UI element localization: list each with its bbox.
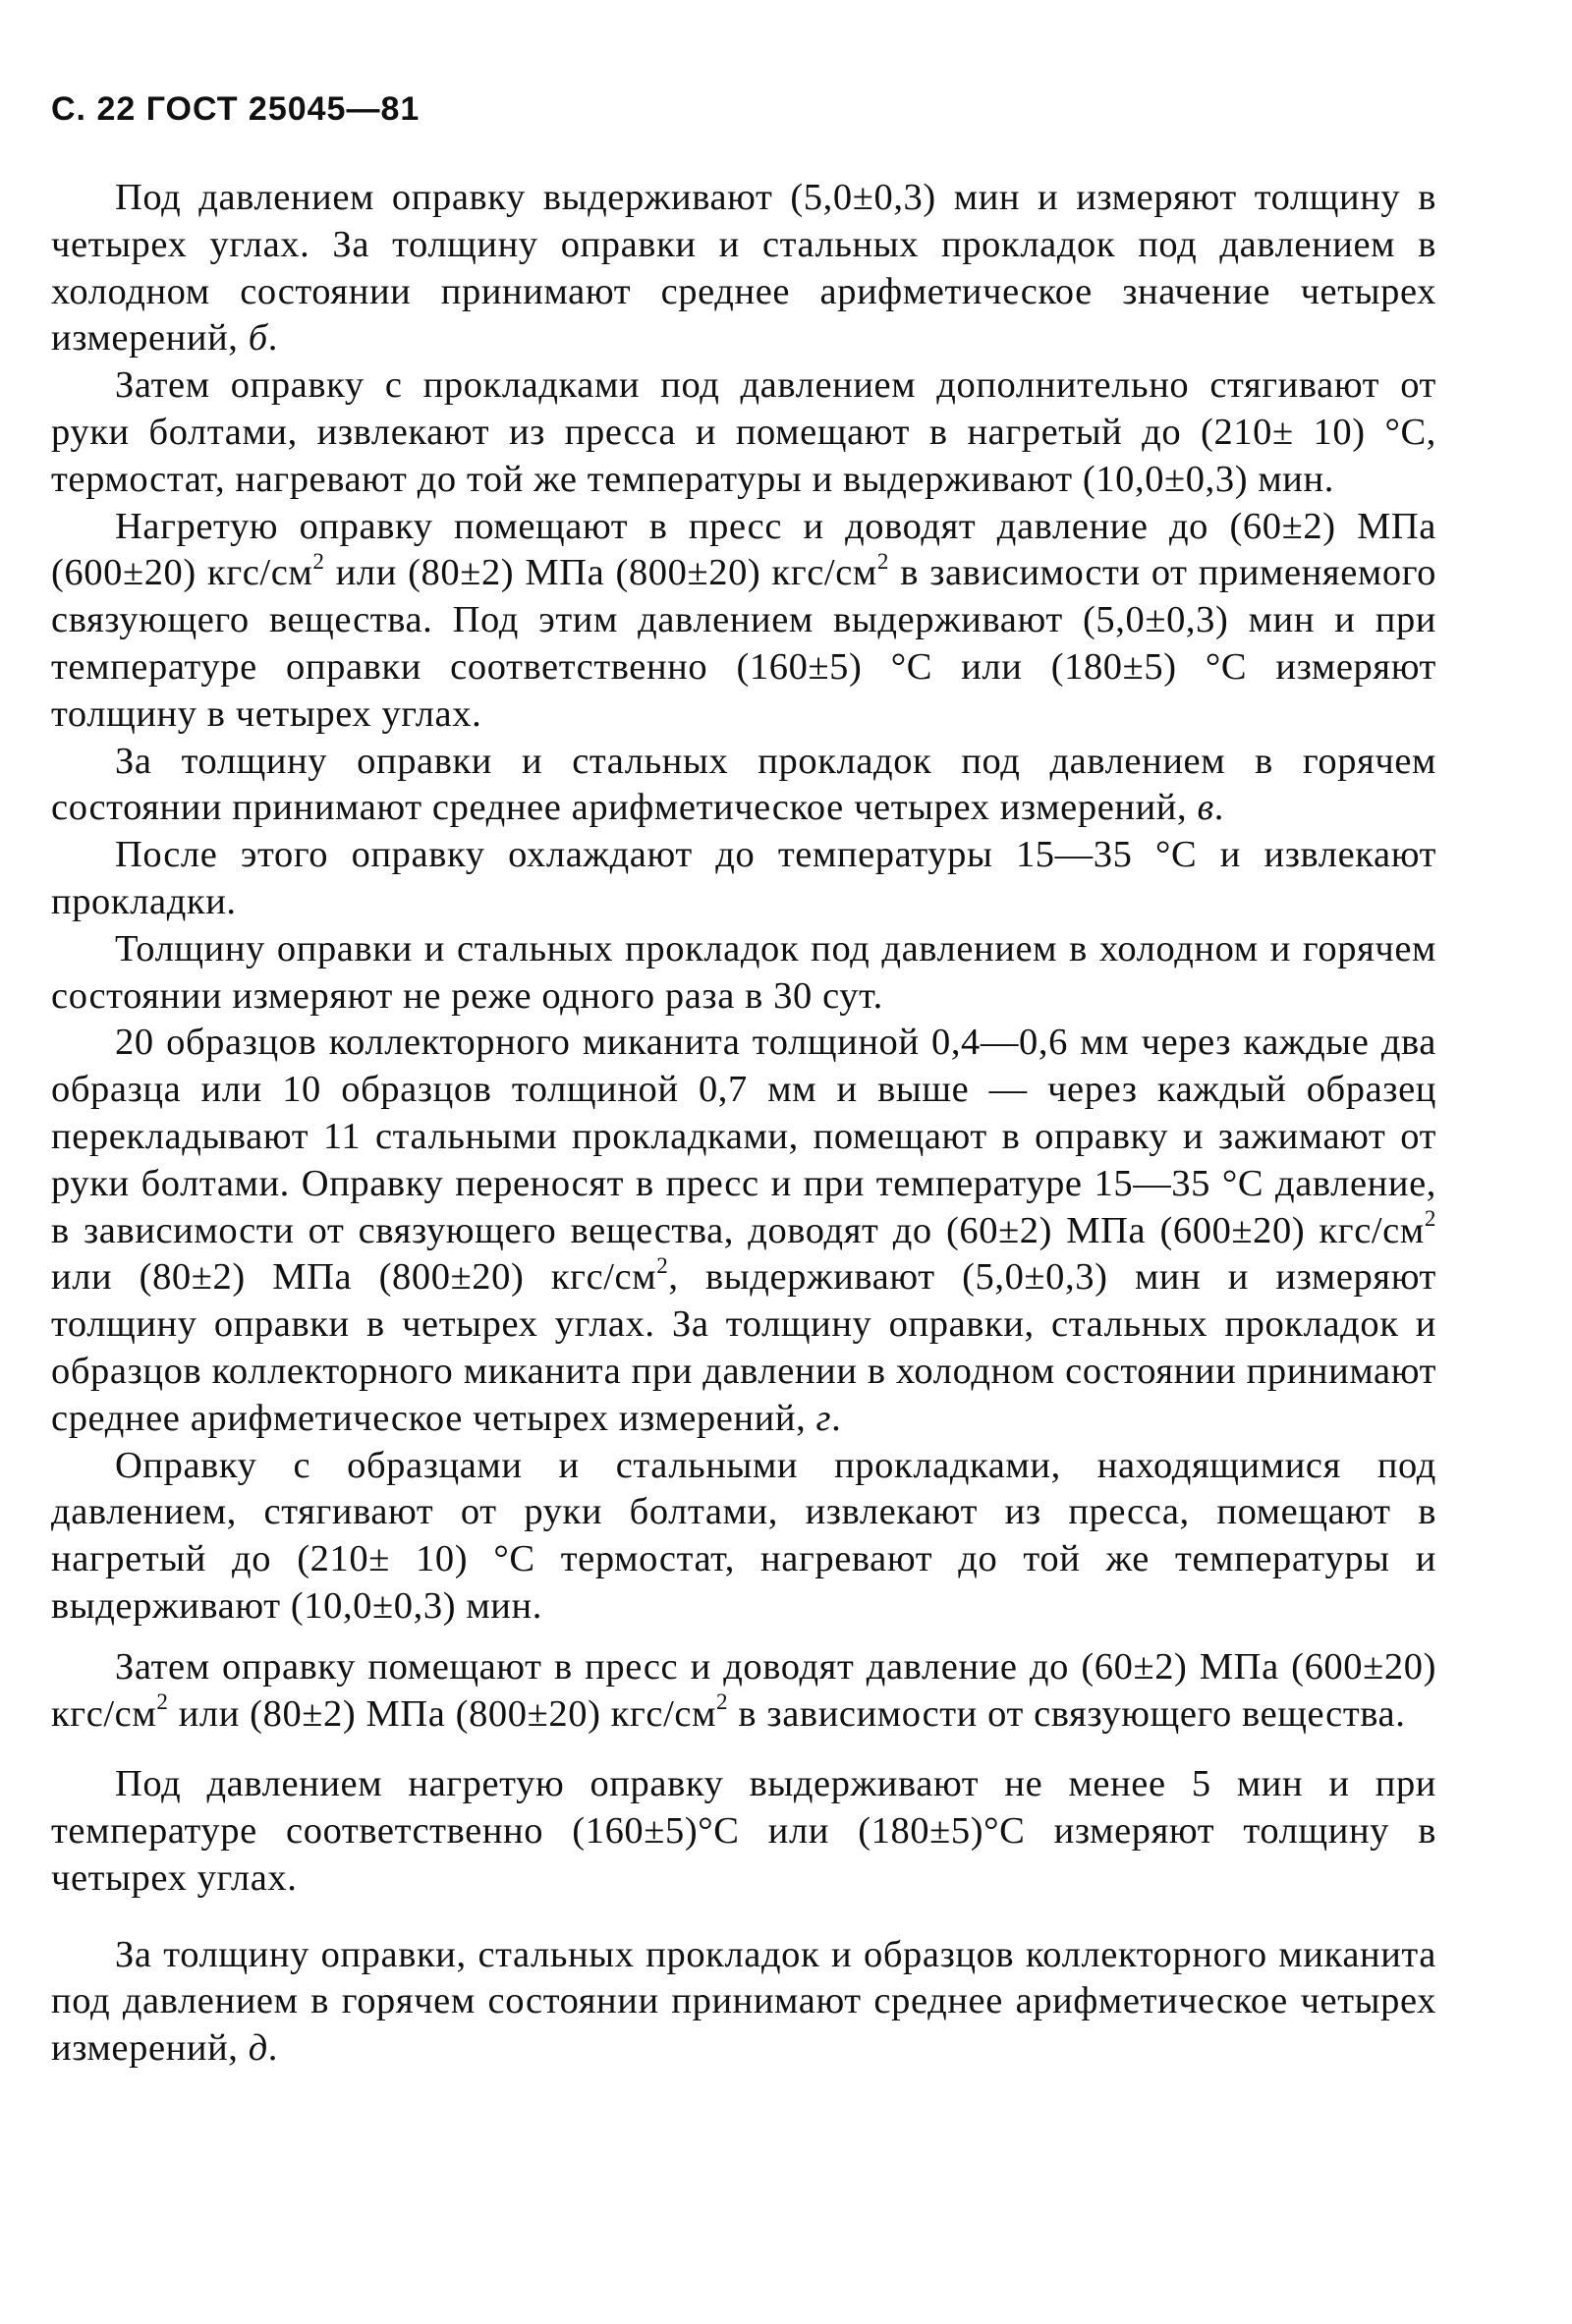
text-run: Затем оправку помещают в пресс и доводят давление до (60±2) МПа (600±20) кгс/см [51,1645,1436,1735]
text-run: Толщину оправки и стальных прокладок под давлением в холодном и горячем состоянии измеряют не реже одного раза в 30 сут. [51,927,1436,1017]
text-run: в зависимости от связующего вещества. [728,1692,1406,1735]
paragraph-3 [51,504,1436,739]
paragraph-7 [51,1020,1436,1442]
text-run: . [267,317,278,360]
italic-label: г [815,1397,832,1439]
body-text [51,175,1436,2073]
text-run: Оправку с образцами и стальными прокладками, находящимися под давлением, стягивают от руки болтами, извлекают из пресса, помещают в нагретый до (210± 10) °С термостат, нагревают до той же температуры и выдерживают (10,0±0,3) мин. [51,1444,1436,1627]
paragraph-10 [51,1761,1436,1902]
text-run: Под давлением оправку выдерживают (5,0±0,3) мин и измеряют толщину в четырех углах. За толщину оправки и стальных прокладок под давлением в холодном состоянии принимают среднее арифметическое значение четырех измерений, [51,177,1436,360]
superscript: 2 [1424,1205,1436,1232]
paragraph-4 [51,739,1436,833]
text-run: Нагретую оправку помещают в пресс и доводят давление до (60±2) МПа (600±20) кгс/см [51,505,1436,594]
text-run: или (80±2) МПа (800±20) кгс/см [51,1256,657,1299]
page-header: С. 22 ГОСТ 25045—81 [51,90,421,128]
text-run: в зависимости от применяемого связующего вещества. Под этим давлением выдерживают (5,0±0,3) мин и при температуре оправки соответственно (160±5) °С или (180±5) °С измеряют толщину в четырех углах. [51,552,1436,735]
text-run: . [1213,787,1224,829]
text-run: После этого оправку охлаждают до температуры 15—35 °С и извлекают прокладки. [51,834,1436,922]
text-run: или (80±2) МПа (800±20) кгс/см [324,552,877,594]
text-run: 20 образцов коллекторного миканита толщиной 0,4—0,6 мм через каждые два образца или 10 образцов толщиной 0,7 мм и выше — через каждый образец перекладывают 11 стальными прокладками, помещают в оправку и зажимают от руки болтами. Оправку переносят в пресс и при температуре 15—35 °С давление, в зависимости от связующего вещества, доводят до (60±2) МПа (600±20) кгс/см [51,1022,1436,1251]
italic-label: д [248,2027,268,2070]
paragraph-2 [51,362,1436,503]
italic-label: б [248,317,268,360]
superscript: 2 [716,1688,729,1715]
text-run: , выдерживают (5,0±0,3) мин и измеряют толщину оправки в четырех углах. За толщину оправки, стальных прокладок и образцов коллекторного миканита при давлении в холодном состоянии принимают среднее арифметическое четырех измерений, [51,1256,1436,1439]
italic-label: в [1197,787,1214,829]
paragraph-6 [51,926,1436,1021]
text-run: . [831,1397,842,1439]
text-run: или (80±2) МПа (800±20) кгс/см [168,1692,717,1735]
paragraph-11 [51,1932,1436,2073]
superscript: 2 [156,1688,169,1715]
paragraph-8 [51,1443,1436,1631]
text-run: За толщину оправки и стальных прокладок под давлением в горячем состоянии принимают среднее арифметическое четырех измерений, [51,740,1436,829]
text-run: Затем оправку с прокладками под давлением дополнительно стягивают от руки болтами, извлекают из пресса и помещают в нагретый до (210± 10) °С, термостат, нагревают до той же температуры и выдерживают (10,0±0,3) мин. [51,364,1436,500]
superscript: 2 [656,1252,669,1279]
text-run: За толщину оправки, стальных прокладок и образцов коллекторного миканита под давлением в горячем состоянии принимают среднее арифметическое четырех измерений, [51,1933,1436,2070]
paragraph-5 [51,832,1436,926]
superscript: 2 [876,548,890,575]
text-run: . [267,2027,279,2070]
paragraph-1 [51,175,1436,362]
superscript: 2 [312,548,325,575]
paragraph-9 [51,1644,1436,1739]
text-run: Под давлением нагретую оправку выдерживают не менее 5 мин и при температуре соответственно (160±5)°С или (180±5)°С измеряют толщину в четырех углах. [51,1763,1436,1899]
